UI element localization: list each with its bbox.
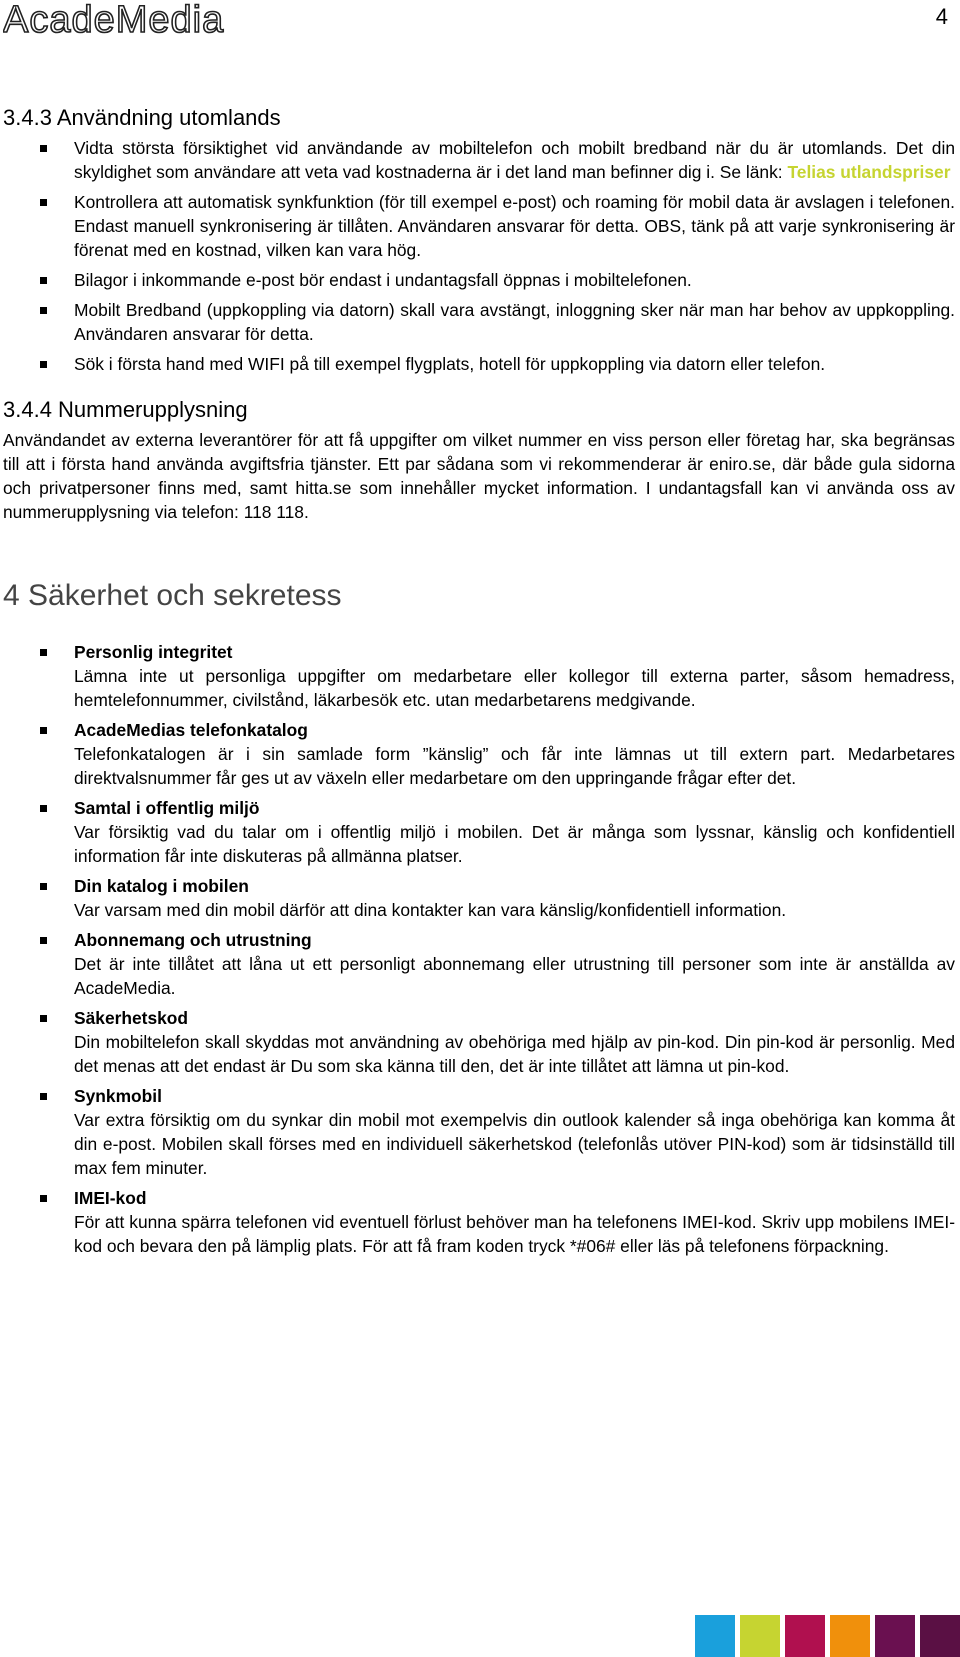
footer-square xyxy=(875,1615,915,1657)
list-item: Kontrollera att automatisk synkfunktion (för till exempel e-post) och roaming för mobil data är avslagen i telefonen. Endast manuell synkronisering är tillåten. Användaren ansvarar för detta. OBS, tänk på att varje synkronisering är förenat med en kostnad, vilken kan vara hög. xyxy=(3,190,955,262)
heading-3-4-3: 3.4.3 Användning utomlands xyxy=(3,105,281,130)
bullet-icon xyxy=(40,145,47,152)
page-number: 4 xyxy=(935,4,948,29)
logo-text: AcadeMedia xyxy=(3,2,225,38)
footer-square xyxy=(695,1615,735,1657)
page-content xyxy=(3,104,955,1264)
bullet-icon xyxy=(40,1195,47,1202)
list-item: Bilagor i inkommande e-post bör endast i undantagsfall öppnas i mobiltelefonen. xyxy=(3,268,955,292)
footer-color-squares xyxy=(695,1615,960,1657)
security-list xyxy=(3,640,955,1258)
footer-square xyxy=(830,1615,870,1657)
list-item: Mobilt Bredband (uppkoppling via datorn) skall vara avstängt, inloggning sker när man har behov av uppkoppling. Användaren ansvarar för detta. xyxy=(3,298,955,346)
academedia-logo xyxy=(3,2,315,38)
bullet-list-usage-abroad xyxy=(3,136,955,376)
security-item: Säkerhetskod Din mobiltelefon skall skyddas mot användning av obehöriga med hjälp av pin-kod. Din pin-kod är personlig. Med det menas att det endast är Du som ska känna till den, det är inte tillåtet att lämna ut pin-kod. xyxy=(3,1006,955,1078)
telia-link[interactable]: Telias utlandspriser xyxy=(787,162,951,182)
directory-paragraph: Användandet av externa leverantörer för att få uppgifter om vilket nummer en viss person eller företag har, ska begränsas till att i första hand använda avgiftsfria tjänster. Ett par sådana som vi rekommenderar är eniro.se, där både gula sidorna och privatpersoner finns med, samt hitta.se som innehåller mycket information. I undantagsfall kan vi använda oss av nummerupplysning via telefon: 118 118. xyxy=(3,430,955,522)
security-item: Synkmobil Var extra försiktig om du synkar din mobil mot exempelvis din outlook kalender så inga obehöriga kan komma åt din e-post. Mobilen skall förses med en individuell säkerhetskod (telefonlås utöver PIN-kod) som är tidsinställd till max fem minuter. xyxy=(3,1084,955,1180)
bullet-icon xyxy=(40,805,47,812)
bullet-icon xyxy=(40,307,47,314)
list-item: Sök i första hand med WIFI på till exempel flygplats, hotell för uppkoppling via datorn eller telefon. xyxy=(3,352,955,376)
security-item: IMEI-kod För att kunna spärra telefonen vid eventuell förlust behöver man ha telefonens IMEI-kod. Skriv upp mobilens IMEI-kod och bevara den på lämplig plats. För att få fram koden tryck *#06# eller läs på telefonens förpackning. xyxy=(3,1186,955,1258)
bullet-icon xyxy=(40,1015,47,1022)
security-item: AcadeMedias telefonkatalog Telefonkatalogen är i sin samlade form ”känslig” och får inte lämnas ut till extern part. Medarbetares direktvalsnummer får ges ut av växeln eller medarbetare om den uppringande frågar efter det. xyxy=(3,718,955,790)
bullet-icon xyxy=(40,649,47,656)
security-item: Personlig integritet Lämna inte ut personliga uppgifter om medarbetare eller kollegor till externa parter, såsom hemadress, hemtelefonnummer, civilstånd, läkarbesök etc. utan medarbetarens medgivande. xyxy=(3,640,955,712)
bullet-icon xyxy=(40,727,47,734)
bullet-icon xyxy=(40,361,47,368)
bullet-icon xyxy=(40,937,47,944)
footer-square xyxy=(785,1615,825,1657)
heading-3-4-4: 3.4.4 Nummerupplysning xyxy=(3,397,248,422)
list-item: Vidta största försiktighet vid användande av mobiltelefon och mobilt bredband när du är utomlands. Det din skyldighet som användare att veta vad kostnaderna är i det land man befinner dig i. Se länk: Telias utlandspriser xyxy=(3,136,955,184)
footer-square xyxy=(920,1615,960,1657)
bullet-icon xyxy=(40,199,47,206)
bullet-icon xyxy=(40,1093,47,1100)
security-item: Din katalog i mobilen Var varsam med din mobil därför att dina kontakter kan vara känslig/konfidentiell information. xyxy=(3,874,955,922)
security-item: Abonnemang och utrustning Det är inte tillåtet att låna ut ett personligt abonnemang eller utrustning till personer som inte är anställda av AcadeMedia. xyxy=(3,928,955,1000)
heading-4: 4 Säkerhet och sekretess xyxy=(3,579,342,612)
bullet-icon xyxy=(40,277,47,284)
bullet-icon xyxy=(40,883,47,890)
footer-square xyxy=(740,1615,780,1657)
security-item: Samtal i offentlig miljö Var försiktig vad du talar om i offentlig miljö i mobilen. Det är många som lyssnar, känslig och konfidentiell information får inte diskuteras på allmänna platser. xyxy=(3,796,955,868)
